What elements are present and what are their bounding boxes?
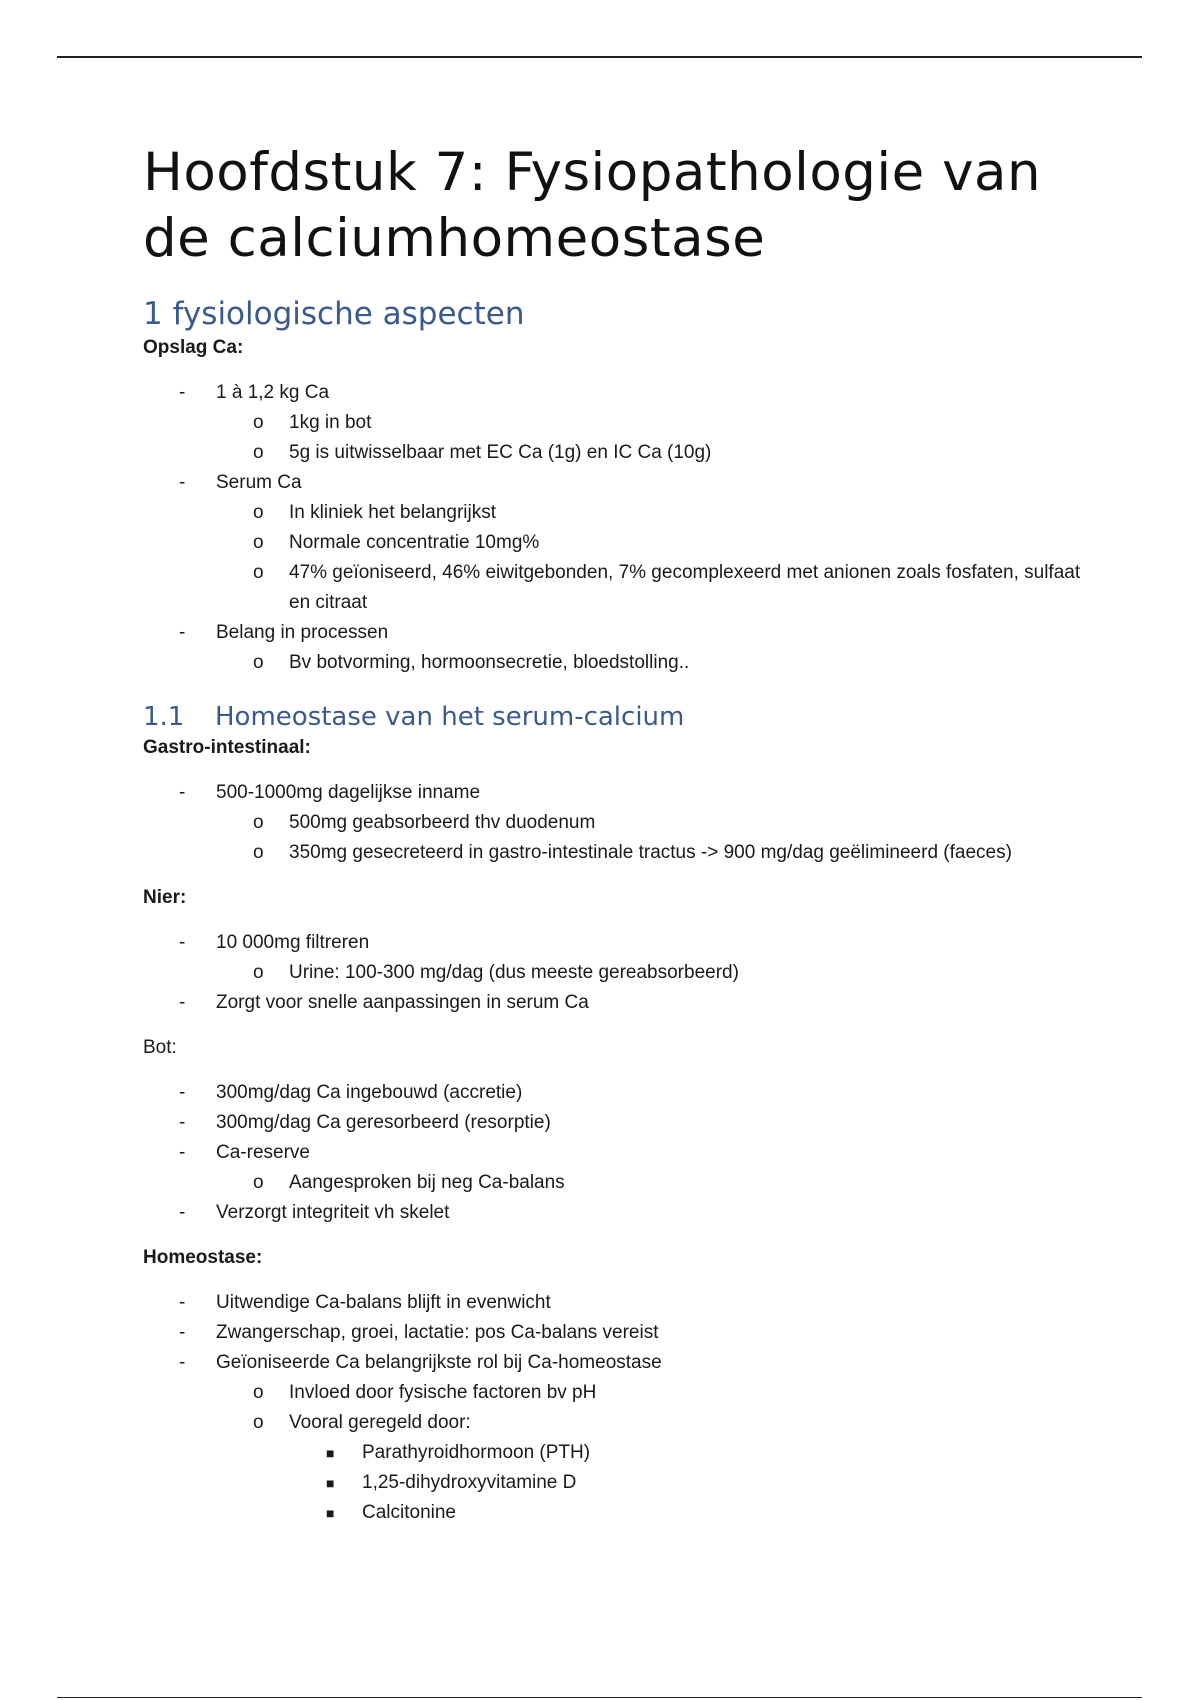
list-item: o Normale concentratie 10mg%	[253, 532, 540, 553]
list-item: - 300mg/dag Ca geresorbeerd (resorptie)	[179, 1112, 551, 1133]
list-item: ■ Calcitonine	[326, 1502, 456, 1523]
list-item: - Geïoniseerde Ca belangrijkste rol bij Ca-homeostase o Invloed door fysische factoren bv pH o Vooral geregeld door: ■ Parathyroidhormoon (PTH) ■ 1,25-dihydroxyvitamine D ■ Calcitonine	[143, 1348, 1083, 1528]
list-item: - Zwangerschap, groei, lactatie: pos Ca-balans vereist	[179, 1322, 659, 1343]
list-item: - Verzorgt integriteit vh skelet	[179, 1202, 450, 1223]
homeostase-list	[143, 1288, 1083, 1528]
list-item: o 500mg geabsorbeerd thv duodenum	[253, 812, 596, 833]
list-item: - 10 000mg filtreren o Urine: 100-300 mg/dag (dus meeste gereabsorbeerd)	[143, 928, 1083, 988]
list-item: - 1 à 1,2 kg Ca o 1kg in bot o 5g is uitwisselbaar met EC Ca (1g) en IC Ca (10g)	[143, 378, 1083, 468]
page-title: Hoofdstuk 7: Fysiopathologie van de calciumhomeostase	[143, 142, 1042, 269]
bot-label: Bot:	[143, 1037, 177, 1058]
nier-label: Nier:	[143, 887, 187, 908]
list-item: ■ Parathyroidhormoon (PTH)	[326, 1442, 591, 1463]
list-item: - Belang in processen o Bv botvorming, hormoonsecretie, bloedstolling..	[143, 618, 1083, 678]
gastro-list	[143, 778, 1083, 868]
list-item: - Uitwendige Ca-balans blijft in evenwicht	[179, 1292, 551, 1313]
list-item: - 500-1000mg dagelijkse inname o 500mg geabsorbeerd thv duodenum o 350mg gesecreteerd in gastro-intestinale tractus -> 900 mg/dag geëlimineerd (faeces)	[143, 778, 1083, 868]
list-item: - Serum Ca o In kliniek het belangrijkst o Normale concentratie 10mg% o 47% geïoniseerd, 46% eiwitgebonden, 7% gecomplexeerd met anionen zoals fosfaten, sulfaat en citraat	[143, 468, 1083, 618]
list-item: - Ca-reserve o Aangesproken bij neg Ca-balans	[143, 1138, 1083, 1198]
homeostase-label: Homeostase:	[143, 1247, 263, 1268]
opslag-label: Opslag Ca:	[143, 337, 244, 358]
list-item: o Invloed door fysische factoren bv pH	[253, 1382, 597, 1403]
bot-list	[143, 1078, 1083, 1228]
list-item: o 1kg in bot	[253, 412, 372, 433]
gastro-label: Gastro-intestinaal:	[143, 737, 311, 758]
list-item: o Vooral geregeld door: ■ Parathyroidhormoon (PTH) ■ 1,25-dihydroxyvitamine D ■ Calcitonine	[216, 1408, 1083, 1528]
list-item: o In kliniek het belangrijkst	[253, 502, 496, 523]
section-heading-1-1: 1.1 Homeostase van het serum-calcium	[143, 702, 685, 732]
section-heading-1: 1 fysiologische aspecten	[143, 296, 525, 332]
list-item: - 300mg/dag Ca ingebouwd (accretie)	[179, 1082, 523, 1103]
list-item: o 47% geïoniseerd, 46% eiwitgebonden, 7% gecomplexeerd met anionen zoals fosfaten, sulfaat en citraat	[253, 562, 1081, 613]
list-item: o 5g is uitwisselbaar met EC Ca (1g) en IC Ca (10g)	[253, 442, 712, 463]
nier-list	[143, 928, 1083, 1018]
list-item: o 350mg gesecreteerd in gastro-intestinale tractus -> 900 mg/dag geëlimineerd (faeces)	[253, 842, 1012, 863]
document-page	[143, 140, 1083, 1544]
opslag-list	[143, 378, 1083, 678]
list-item: ■ 1,25-dihydroxyvitamine D	[326, 1472, 577, 1493]
list-item: o Aangesproken bij neg Ca-balans	[253, 1172, 565, 1193]
list-item: - Zorgt voor snelle aanpassingen in serum Ca	[179, 992, 589, 1013]
header-rule	[57, 56, 1142, 58]
list-item: o Bv botvorming, hormoonsecretie, bloedstolling..	[253, 652, 690, 673]
list-item: o Urine: 100-300 mg/dag (dus meeste gereabsorbeerd)	[253, 962, 739, 983]
footer-rule	[57, 1697, 1142, 1698]
